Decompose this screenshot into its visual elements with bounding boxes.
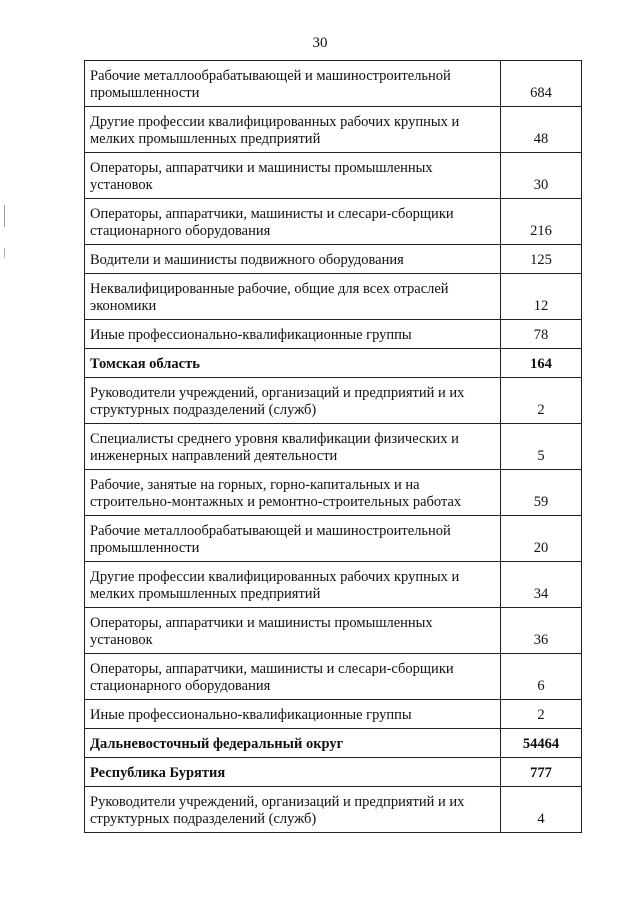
region-label: Дальневосточный федеральный округ [85,729,501,758]
scan-margin-mark [4,205,5,227]
scan-margin-mark [4,248,5,258]
row-value: 684 [501,61,582,107]
table-row [85,107,582,153]
row-label: Операторы, аппаратчики и машинисты промышленных установок [85,153,501,199]
row-value: 216 [501,199,582,245]
row-label: Иные профессионально-квалификационные группы [85,700,501,729]
table-row [85,424,582,470]
row-value: 2 [501,700,582,729]
row-value: 78 [501,320,582,349]
row-label: Другие профессии квалифицированных рабочих крупных и мелких промышленных предприятий [85,562,501,608]
region-value: 54464 [501,729,582,758]
table-row [85,787,582,833]
table-row [85,320,582,349]
row-value: 4 [501,787,582,833]
row-value: 20 [501,516,582,562]
table-row [85,562,582,608]
row-value: 34 [501,562,582,608]
row-value: 48 [501,107,582,153]
table-row [85,199,582,245]
row-label: Рабочие металлообрабатывающей и машиностроительной промышленности [85,61,501,107]
region-row [85,758,582,787]
row-value: 6 [501,654,582,700]
region-label: Республика Бурятия [85,758,501,787]
row-label: Неквалифицированные рабочие, общие для всех отраслей экономики [85,274,501,320]
row-label: Руководители учреждений, организаций и предприятий и их структурных подразделений (служб) [85,787,501,833]
row-label: Операторы, аппаратчики, машинисты и слесари-сборщики стационарного оборудования [85,654,501,700]
table-row [85,700,582,729]
table-row [85,274,582,320]
region-value: 777 [501,758,582,787]
row-label: Другие профессии квалифицированных рабочих крупных и мелких промышленных предприятий [85,107,501,153]
statistics-table [84,60,582,833]
table-row [85,516,582,562]
row-label: Специалисты среднего уровня квалификации физических и инженерных направлений деятельности [85,424,501,470]
region-row [85,729,582,758]
table-body [85,61,582,833]
table-row [85,61,582,107]
row-label: Руководители учреждений, организаций и предприятий и их структурных подразделений (служб) [85,378,501,424]
row-value: 59 [501,470,582,516]
row-value: 30 [501,153,582,199]
region-label: Томская область [85,349,501,378]
row-label: Рабочие, занятые на горных, горно-капитальных и на строительно-монтажных и ремонтно-строительных работах [85,470,501,516]
table-row [85,654,582,700]
page-number: 30 [312,35,328,51]
table-row [85,245,582,274]
table-row [85,153,582,199]
region-value: 164 [501,349,582,378]
row-value: 125 [501,245,582,274]
row-label: Операторы, аппаратчики, машинисты и слесари-сборщики стационарного оборудования [85,199,501,245]
table-row [85,608,582,654]
table-row [85,470,582,516]
row-value: 2 [501,378,582,424]
row-label: Иные профессионально-квалификационные группы [85,320,501,349]
region-row [85,349,582,378]
row-label: Рабочие металлообрабатывающей и машиностроительной промышленности [85,516,501,562]
row-value: 5 [501,424,582,470]
row-label: Операторы, аппаратчики и машинисты промышленных установок [85,608,501,654]
row-value: 12 [501,274,582,320]
row-label: Водители и машинисты подвижного оборудования [85,245,501,274]
row-value: 36 [501,608,582,654]
table-row [85,378,582,424]
